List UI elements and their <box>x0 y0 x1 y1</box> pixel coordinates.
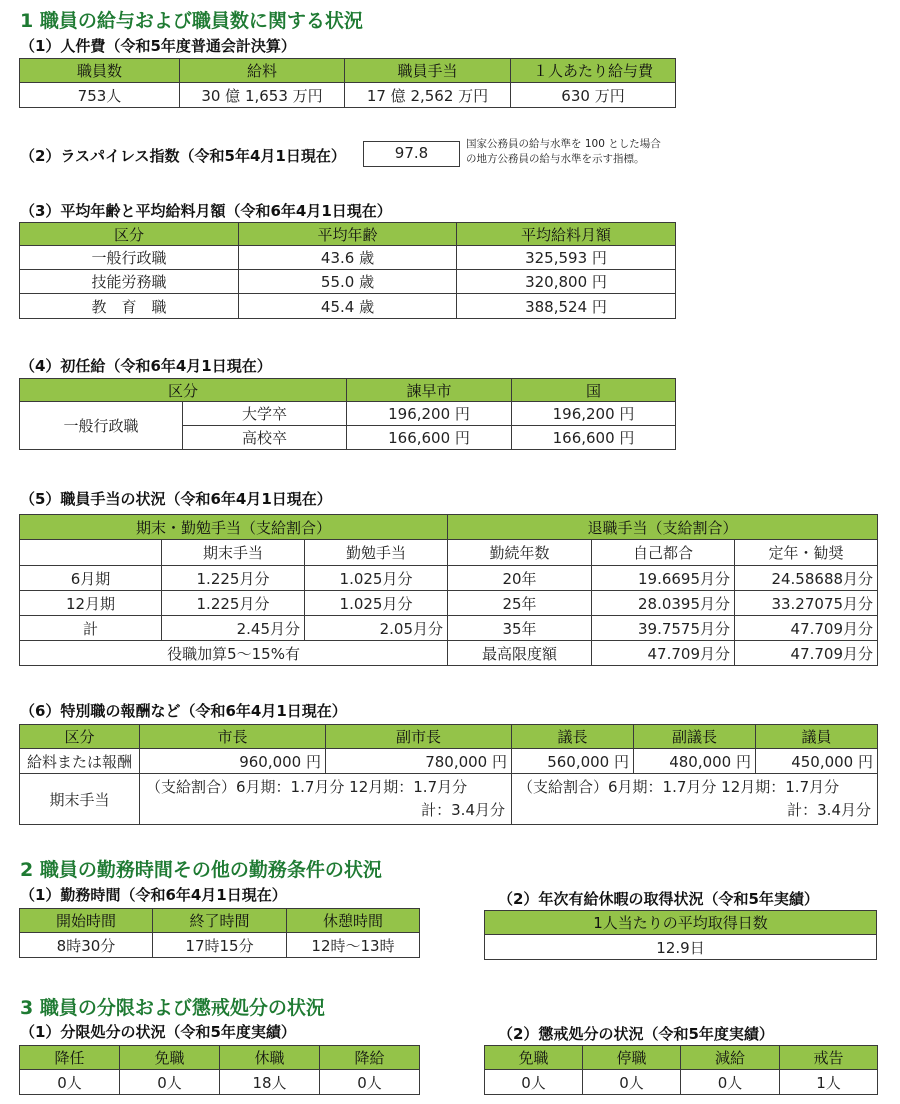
value-cell: 2.05月分 <box>305 616 448 641</box>
national-cell: 196,200 円 <box>512 402 676 426</box>
executive-bonus-periods: （支給割合）6月期：1.7月分 12月期：1.7月分 <box>146 778 468 796</box>
average-age-table <box>19 222 676 319</box>
paid-leave-title: （2）年次有給休暇の取得状況（令和5年実績） <box>498 890 819 908</box>
dismissal-value: 0人 <box>485 1070 583 1095</box>
position-bonus-cell: 役職加算5～15%有 <box>20 641 448 666</box>
header-deputy-mayor: 副市長 <box>326 725 512 749</box>
executive-bonus-cell <box>140 774 512 825</box>
header-category: 区分 <box>20 223 239 246</box>
value-cell: 33.27075月分 <box>735 591 878 616</box>
paid-leave-table <box>484 910 877 960</box>
reprimand-value: 1人 <box>780 1070 878 1095</box>
value-cell: 19.6695月分 <box>592 566 735 591</box>
laspeyres-value: 97.8 <box>363 141 460 167</box>
starting-salary-table <box>19 378 676 450</box>
group-cell: 一般行政職 <box>20 402 183 450</box>
value-cell: 35年 <box>448 616 592 641</box>
demotion-value: 0人 <box>20 1070 120 1095</box>
leave-value: 18人 <box>220 1070 320 1095</box>
subheader-cell: 勤続年数 <box>448 540 592 566</box>
pay-cut-value: 0人 <box>681 1070 780 1095</box>
national-cell: 166,600 円 <box>512 426 676 450</box>
table-row <box>20 566 878 591</box>
value-cell: 47.709月分 <box>735 616 878 641</box>
isahaya-cell: 196,200 円 <box>347 402 512 426</box>
header-pay-reduction: 降給 <box>320 1046 420 1070</box>
status-disposition-table <box>19 1045 420 1095</box>
period-cell: 6月期 <box>20 566 162 591</box>
header-dismissal: 免職 <box>485 1046 583 1070</box>
table-row <box>20 641 878 666</box>
average-age-title: （3）平均年齢と平均給料月額（令和6年4月1日現在） <box>20 202 392 220</box>
laspeyres-title: （2）ラスパイレス指数（令和5年4月1日現在） <box>20 147 346 165</box>
value-cell: 1.025月分 <box>305 566 448 591</box>
header-leave: 休職 <box>220 1046 320 1070</box>
value-cell: 1.225月分 <box>162 591 305 616</box>
value-cell: 28.0395月分 <box>592 591 735 616</box>
category-cell: 技能労務職 <box>20 270 239 294</box>
working-hours-title: （1）勤務時間（令和6年4月1日現在） <box>20 886 287 904</box>
header-retirement-group: 退職手当（支給割合） <box>448 515 878 540</box>
header-allowance: 職員手当 <box>345 59 511 83</box>
category-cell: 一般行政職 <box>20 246 239 270</box>
header-member: 議員 <box>756 725 878 749</box>
council-bonus-periods: （支給割合）6月期：1.7月分 12月期：1.7月分 <box>518 778 840 796</box>
period-cell: 計 <box>20 616 162 641</box>
header-start-time: 開始時間 <box>20 909 153 933</box>
table-row <box>20 270 676 294</box>
disciplinary-title: （2）懲戒処分の状況（令和5年度実績） <box>498 1025 774 1043</box>
table-row <box>20 616 878 641</box>
end-time-value: 17時15分 <box>153 933 287 958</box>
special-positions-title: （6）特別職の報酬など（令和6年4月1日現在） <box>20 702 347 720</box>
working-hours-table <box>19 908 420 958</box>
value-cell: 47.709月分 <box>592 641 735 666</box>
value-cell: 47.709月分 <box>735 641 878 666</box>
personnel-cost-table <box>19 58 676 108</box>
value-cell: 39.7575月分 <box>592 616 735 641</box>
education-cell: 高校卒 <box>183 426 347 450</box>
salary-cell: 388,524 円 <box>457 294 676 319</box>
laspeyres-note-2: の地方公務員の給与水準を示す指標。 <box>466 153 645 165</box>
member-salary: 450,000 円 <box>756 749 878 774</box>
education-cell: 大学卒 <box>183 402 347 426</box>
value-cell: 20年 <box>448 566 592 591</box>
header-reprimand: 戒告 <box>780 1046 878 1070</box>
header-salary: 給料 <box>180 59 345 83</box>
special-positions-table <box>19 724 878 825</box>
status-disposition-title: （1）分限処分の状況（令和5年度実績） <box>20 1023 296 1041</box>
value-cell: 1.025月分 <box>305 591 448 616</box>
table-row <box>20 402 676 426</box>
bonus-label: 期末手当 <box>20 774 140 825</box>
header-average-salary: 平均給料月額 <box>457 223 676 246</box>
table-row <box>20 749 878 774</box>
pay-reduction-value: 0人 <box>320 1070 420 1095</box>
disciplinary-table <box>484 1045 878 1095</box>
isahaya-cell: 166,600 円 <box>347 426 512 450</box>
header-category: 区分 <box>20 379 347 402</box>
header-demotion: 降任 <box>20 1046 120 1070</box>
header-vice-chair: 副議長 <box>634 725 756 749</box>
period-cell: 12月期 <box>20 591 162 616</box>
value-cell: 24.58688月分 <box>735 566 878 591</box>
header-chair: 議長 <box>512 725 634 749</box>
subheader-cell: 勤勉手当 <box>305 540 448 566</box>
header-break-time: 休憩時間 <box>287 909 420 933</box>
allowance-table <box>19 514 878 666</box>
age-cell: 43.6 歳 <box>239 246 457 270</box>
average-days-value: 12.9日 <box>485 935 877 960</box>
value-cell: 25年 <box>448 591 592 616</box>
council-bonus-cell <box>512 774 878 825</box>
start-time-value: 8時30分 <box>20 933 153 958</box>
chair-salary: 560,000 円 <box>512 749 634 774</box>
allowance-value: 17 億 2,562 万円 <box>345 83 511 108</box>
table-row <box>20 294 676 319</box>
header-dismissal: 免職 <box>120 1046 220 1070</box>
age-cell: 55.0 歳 <box>239 270 457 294</box>
header-average-days: 1人当たりの平均取得日数 <box>485 911 877 935</box>
header-staff-count: 職員数 <box>20 59 180 83</box>
header-bonus-group: 期末・勤勉手当（支給割合） <box>20 515 448 540</box>
value-cell: 2.45月分 <box>162 616 305 641</box>
mayor-salary: 960,000 円 <box>140 749 326 774</box>
salary-cell: 320,800 円 <box>457 270 676 294</box>
staff-count-value: 753人 <box>20 83 180 108</box>
subheader-cell: 定年・勧奨 <box>735 540 878 566</box>
max-limit-label: 最高限度額 <box>448 641 592 666</box>
table-row <box>20 246 676 270</box>
executive-bonus-total: 計：3.4月分 <box>421 801 505 819</box>
header-average-age: 平均年齢 <box>239 223 457 246</box>
subheader-cell: 期末手当 <box>162 540 305 566</box>
value-cell: 1.225月分 <box>162 566 305 591</box>
header-end-time: 終了時間 <box>153 909 287 933</box>
header-pay-cut: 減給 <box>681 1046 780 1070</box>
personnel-cost-title: （1）人件費（令和5年度普通会計決算） <box>20 37 296 55</box>
header-national: 国 <box>512 379 676 402</box>
table-row <box>20 774 878 825</box>
table-row <box>20 591 878 616</box>
break-time-value: 12時～13時 <box>287 933 420 958</box>
suspension-value: 0人 <box>583 1070 681 1095</box>
subheader-cell: 自己都合 <box>592 540 735 566</box>
header-isahaya: 諫早市 <box>347 379 512 402</box>
per-person-value: 630 万円 <box>511 83 676 108</box>
dismissal-value: 0人 <box>120 1070 220 1095</box>
header-suspension: 停職 <box>583 1046 681 1070</box>
header-mayor: 市長 <box>140 725 326 749</box>
header-per-person: １人あたり給与費 <box>511 59 676 83</box>
salary-label: 給料または報酬 <box>20 749 140 774</box>
category-cell: 教 育 職 <box>20 294 239 319</box>
starting-salary-title: （4）初任給（令和6年4月1日現在） <box>20 357 272 375</box>
salary-cell: 325,593 円 <box>457 246 676 270</box>
section-2-heading: 2 職員の勤務時間その他の勤務条件の状況 <box>20 859 382 881</box>
allowance-title: （5）職員手当の状況（令和6年4月1日現在） <box>20 490 332 508</box>
age-cell: 45.4 歳 <box>239 294 457 319</box>
vice-chair-salary: 480,000 円 <box>634 749 756 774</box>
header-category: 区分 <box>20 725 140 749</box>
deputy-mayor-salary: 780,000 円 <box>326 749 512 774</box>
laspeyres-note-1: 国家公務員の給与水準を 100 とした場合 <box>466 138 661 150</box>
subheader-cell <box>20 540 162 566</box>
section-1-heading: 1 職員の給与および職員数に関する状況 <box>20 10 363 32</box>
section-3-heading: 3 職員の分限および懲戒処分の状況 <box>20 997 325 1019</box>
council-bonus-total: 計：3.4月分 <box>787 801 871 819</box>
salary-value: 30 億 1,653 万円 <box>180 83 345 108</box>
